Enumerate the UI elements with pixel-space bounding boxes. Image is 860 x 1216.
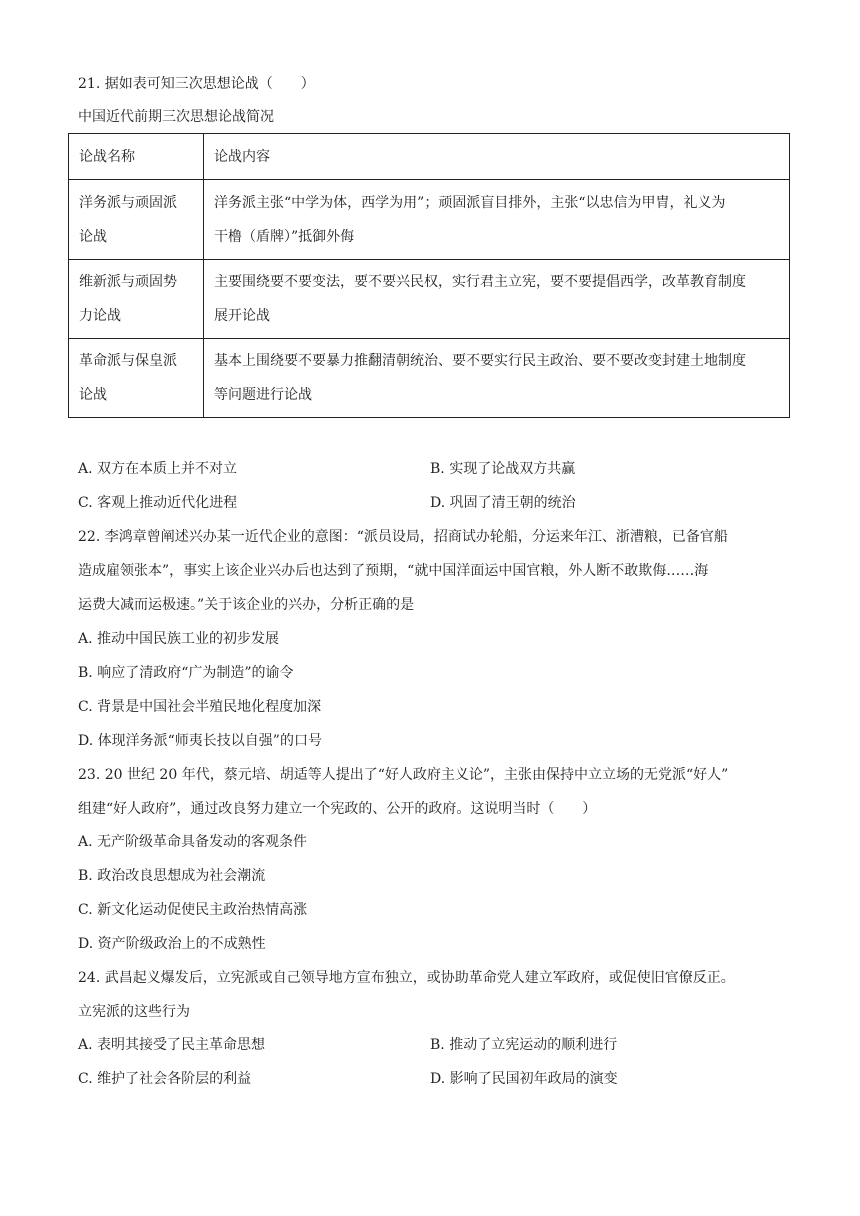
q23-option-b: B. 政治改良思想成为社会潮流: [78, 868, 266, 884]
row-name-line: 论战: [79, 387, 107, 403]
q22-option-d: D. 体现洋务派“师夷长技以自强”的口号: [78, 733, 322, 749]
row-name-line: 洋务派与顽固派: [79, 194, 177, 211]
row-name: [69, 339, 204, 418]
q22-option-a: A. 推动中国民族工业的初步发展: [78, 631, 280, 647]
q23-stem-line: 组建“好人政府”，通过改良努力建立一个宪政的、公开的政府。这说明当时（ ）: [78, 801, 597, 817]
q22-stem-line: 造成雇领张本”，事实上该企业兴办后也达到了预期，“就中国洋面运中国官粮，外人断不敢欺侮……海: [78, 563, 709, 579]
q21-option-c: C. 客观上推动近代化进程: [78, 495, 238, 511]
row-name-line: 维新派与顽固势: [79, 274, 177, 290]
q22-option-c: C. 背景是中国社会半殖民地化程度加深: [78, 699, 322, 715]
q24-option-d: D. 影响了民国初年政局的演变: [430, 1071, 618, 1087]
q22-option-b: B. 响应了清政府“广为制造”的谕令: [78, 665, 294, 681]
row-name-line: 论战: [79, 228, 107, 245]
row-name-line: 力论战: [79, 308, 121, 324]
row-content: [204, 339, 790, 418]
q21-option-b: B. 实现了论战双方共赢: [430, 461, 576, 477]
row-content-line: 基本上围绕要不要暴力推翻清朝统治、要不要实行民主政治、要不要改变封建土地制度: [214, 353, 746, 369]
row-content-line: 等问题进行论战: [214, 387, 312, 403]
table-row: [69, 180, 790, 260]
q23-option-a: A. 无产阶级革命具备发动的客观条件: [78, 834, 308, 850]
q23-stem-line: 23. 20 世纪 20 年代，蔡元培、胡适等人提出了“好人政府主义论”，主张由保持中立立场的无党派“好人”: [78, 767, 729, 783]
q24-option-c: C. 维护了社会各阶层的利益: [78, 1071, 252, 1087]
q23-option-c: C. 新文化运动促使民主政治热情高涨: [78, 902, 308, 918]
q22-stem-line: 运费大减而运极速。”关于该企业的兴办，分析正确的是: [78, 597, 415, 613]
debate-table: [68, 133, 790, 418]
row-content-line: 展开论战: [214, 308, 270, 324]
row-content-line: 洋务派主张“中学为体，西学为用”；顽固派盲目排外，主张“以忠信为甲胄，礼义为: [214, 194, 726, 211]
q21-option-a: A. 双方在本质上并不对立: [78, 461, 238, 477]
table-title: 中国近代前期三次思想论战简况: [78, 109, 274, 125]
table-header-row: [69, 134, 790, 180]
row-content-line: 干橹（盾牌）”抵御外侮: [214, 228, 355, 245]
q21-stem: 21. 据如表可知三次思想论战（ ）: [78, 76, 315, 92]
q24-option-b: B. 推动了立宪运动的顺利进行: [430, 1037, 618, 1053]
q23-option-d: D. 资产阶级政治上的不成熟性: [78, 936, 266, 952]
header-content: 论战内容: [204, 134, 790, 180]
q21-option-d: D. 巩固了清王朝的统治: [430, 495, 576, 511]
table-row: [69, 339, 790, 418]
q24-stem-line: 24. 武昌起义爆发后，立宪派或自己领导地方宣布独立，或协助革命党人建立军政府，或促使旧官僚反正。: [78, 970, 735, 986]
row-name-line: 革命派与保皇派: [79, 353, 177, 369]
row-content-line: 主要围绕要不要变法，要不要兴民权，实行君主立宪，要不要提倡西学，改革教育制度: [214, 274, 746, 290]
row-content: [204, 260, 790, 339]
row-name: [69, 180, 204, 260]
table-row: [69, 260, 790, 339]
q24-option-a: A. 表明其接受了民主革命思想: [78, 1037, 266, 1053]
q22-stem-line: 22. 李鸿章曾阐述兴办某一近代企业的意图：“派员设局，招商试办轮船，分运来年江、浙漕粮，已备官船: [78, 529, 728, 545]
row-content: [204, 180, 790, 260]
q24-stem-line: 立宪派的这些行为: [78, 1004, 190, 1020]
row-name: [69, 260, 204, 339]
header-name: 论战名称: [69, 134, 204, 180]
